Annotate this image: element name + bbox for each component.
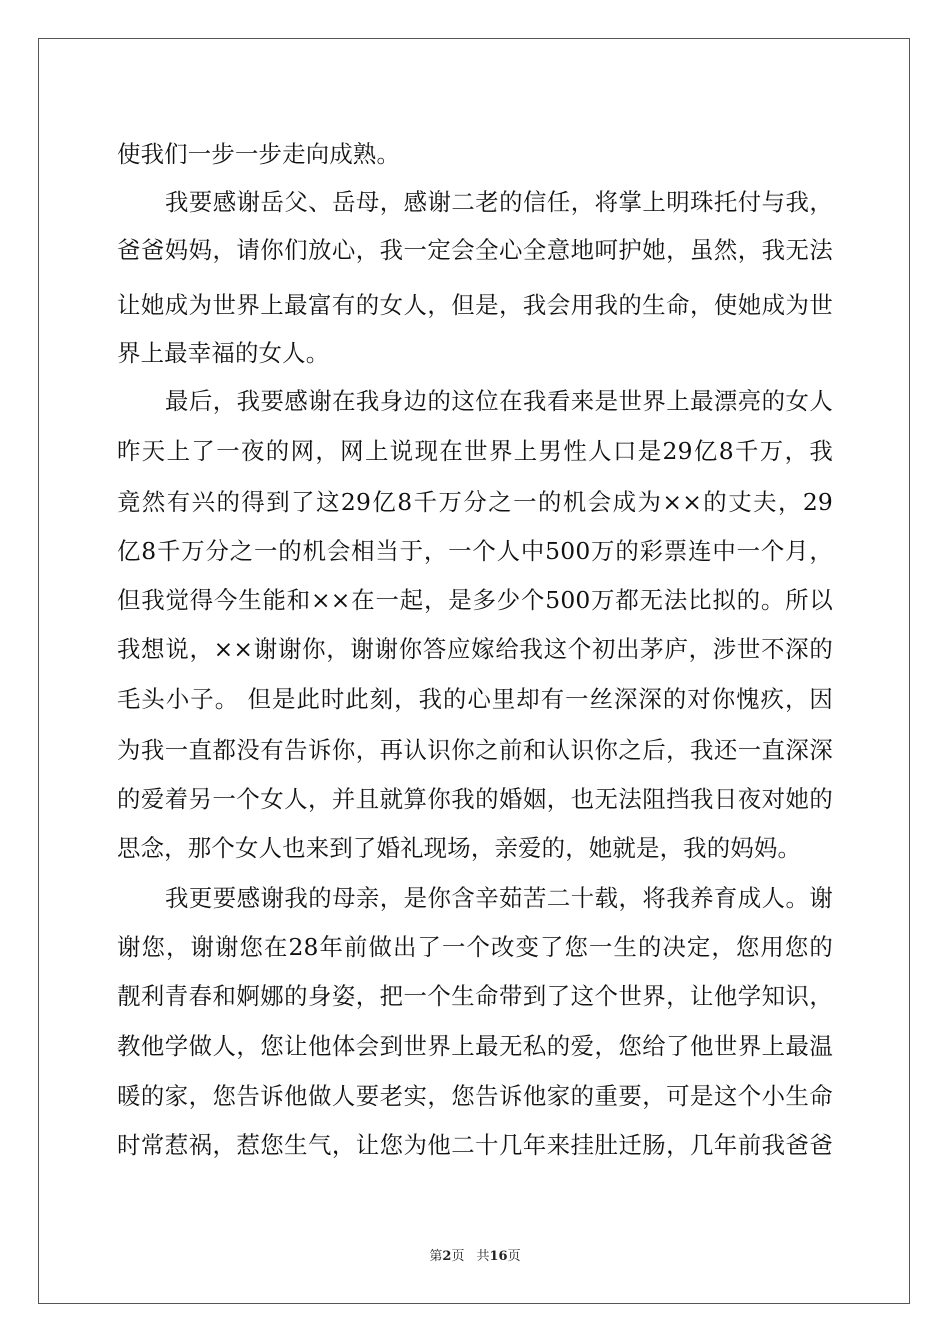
text-line: 教他学做人，您让他体会到世界上最无私的爱，您给了他世界上最温 [117, 1032, 833, 1060]
page-prefix: 第 [429, 1249, 443, 1264]
text-line: 我更要感谢我的母亲，是你含辛茹苦二十载，将我养育成人。谢 [165, 884, 833, 912]
text-line: 竟然有兴的得到了这29亿8千万分之一的机会成为××的丈夫，29 [117, 488, 833, 516]
text-line: 让她成为世界上最富有的女人，但是，我会用我的生命，使她成为世 [117, 291, 833, 319]
text-line: 谢您，谢谢您在28年前做出了一个改变了您一生的决定，您用您的 [117, 933, 833, 961]
total-pages: 16 [489, 1249, 508, 1264]
text-line: 爸爸妈妈，请你们放心，我一定会全心全意地呵护她，虽然，我无法 [117, 236, 833, 264]
text-line: 使我们一步一步走向成熟。 [117, 140, 401, 168]
text-line: 我要感谢岳父、岳母，感谢二老的信任，将掌上明珠托付与我， [165, 188, 833, 216]
text-line: 的爱着另一个女人，并且就算你我的婚姻，也无法阻挡我日夜对她的 [117, 785, 833, 813]
page-number: 2 [442, 1249, 452, 1264]
text-line: 暖的家，您告诉他做人要老实，您告诉他家的重要，可是这个小生命 [117, 1082, 833, 1110]
total-suffix: 页 [507, 1249, 521, 1264]
text-line: 为我一直都没有告诉你，再认识你之前和认识你之后，我还一直深深 [117, 736, 833, 764]
text-line: 但我觉得今生能和××在一起，是多少个500万都无法比拟的。所以 [117, 586, 833, 614]
text-line: 最后，我要感谢在我身边的这位在我看来是世界上最漂亮的女人 [165, 387, 833, 415]
text-line: 昨天上了一夜的网，网上说现在世界上男性人口是29亿8千万，我 [117, 437, 833, 465]
text-line: 毛头小子。 但是此时此刻，我的心里却有一丝深深的对你愧疚，因 [117, 685, 833, 713]
text-line: 亿8千万分之一的机会相当于，一个人中500万的彩票连中一个月， [117, 537, 833, 565]
text-line: 靓利青春和婀娜的身姿，把一个生命带到了这个世界，让他学知识， [117, 982, 833, 1010]
page-suffix: 页 [451, 1249, 465, 1264]
page-footer [0, 1248, 950, 1266]
page-border [38, 38, 910, 1304]
text-line: 我想说，××谢谢你，谢谢你答应嫁给我这个初出茅庐，涉世不深的 [117, 635, 833, 663]
text-line: 时常惹祸，惹您生气，让您为他二十几年来挂肚迁肠，几年前我爸爸 [117, 1131, 833, 1159]
text-line: 界上最幸福的女人。 [117, 339, 330, 367]
text-line: 思念，那个女人也来到了婚礼现场，亲爱的，她就是，我的妈妈。 [117, 834, 802, 862]
total-prefix: 共 [476, 1249, 490, 1264]
